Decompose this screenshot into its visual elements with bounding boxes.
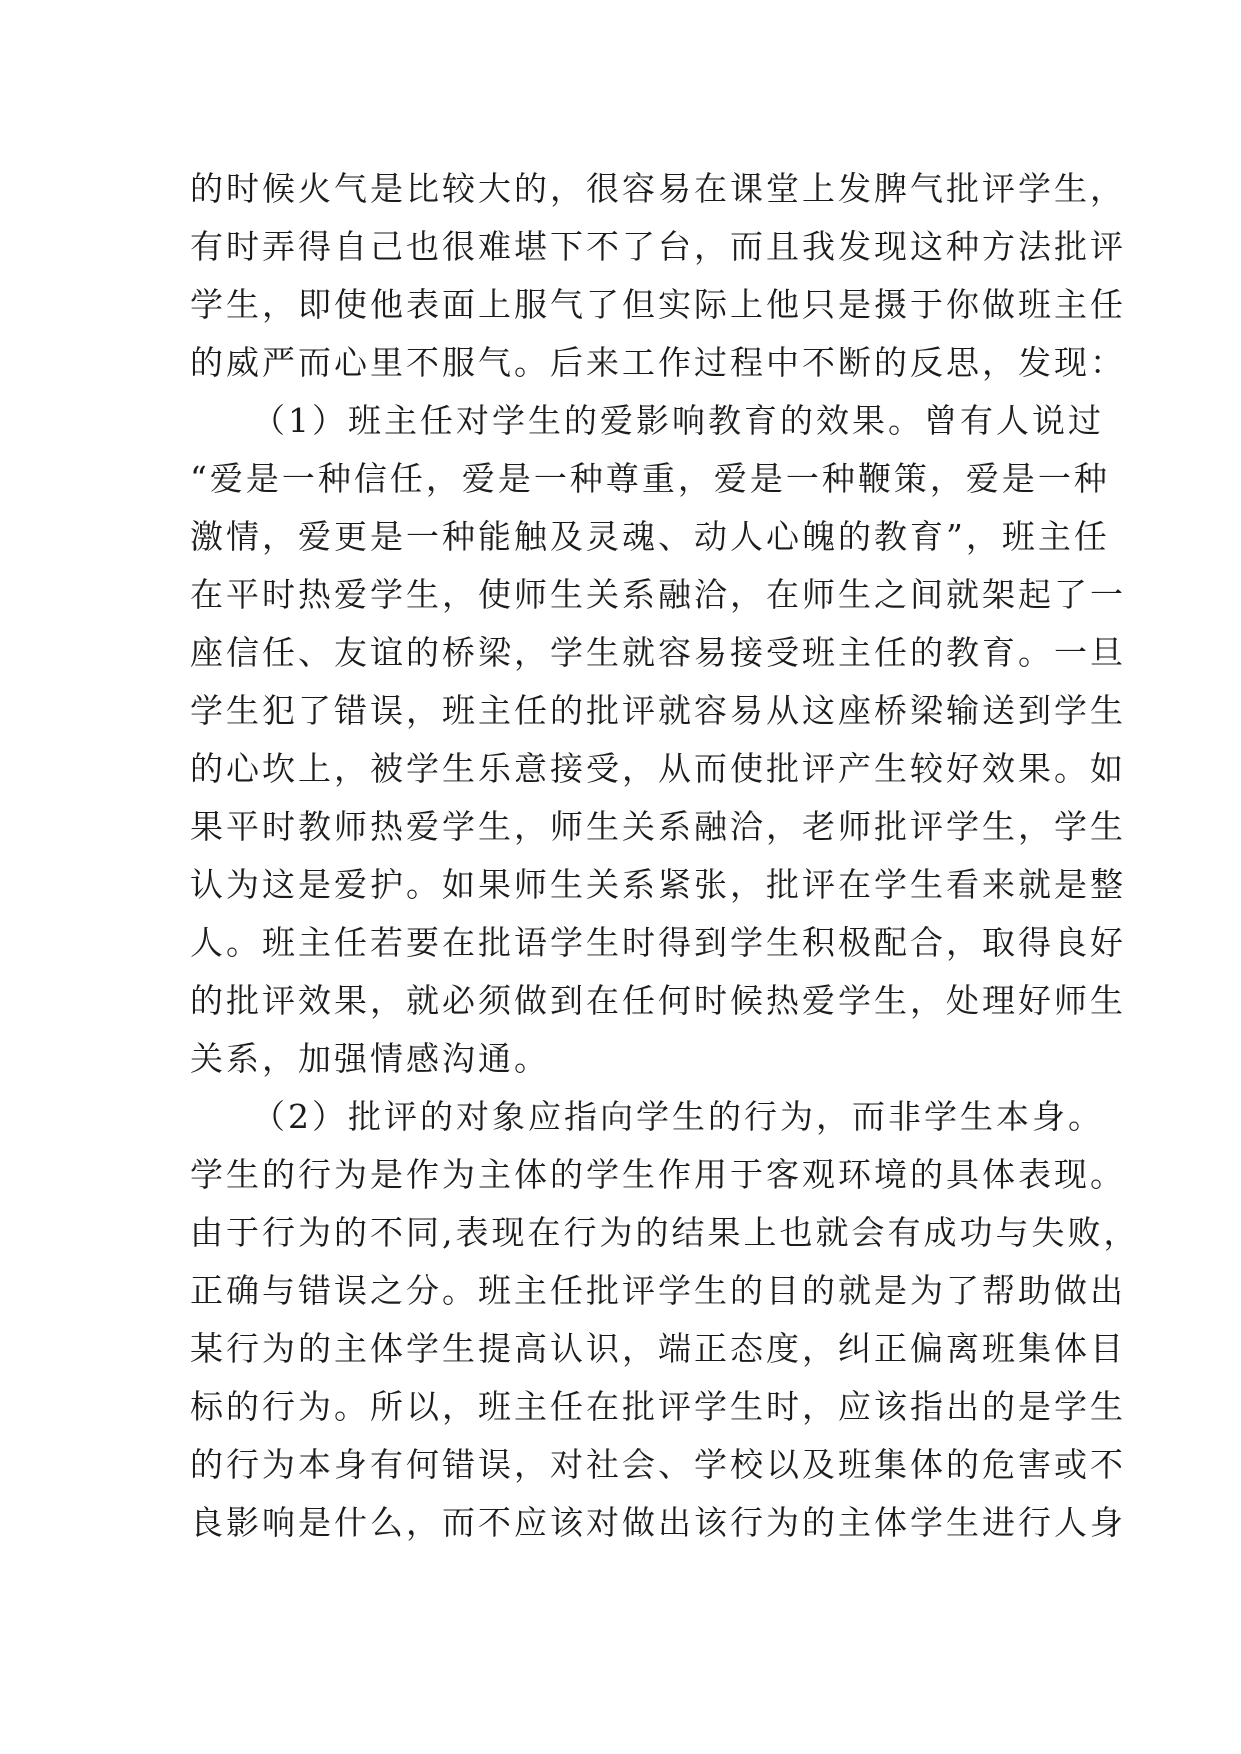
text-line: “爱是一种信任，爱是一种尊重，爱是一种鞭策，爱是一种: [190, 459, 1110, 498]
text-line: 良影响是什么，而不应该对做出该行为的主体学生进行人身: [190, 1503, 1126, 1542]
paragraph-start-line: （1）班主任对学生的爱影响教育的效果。曾有人说过: [252, 401, 1104, 440]
text-line: 学生犯了错误，班主任的批评就容易从这座桥梁输送到学生: [190, 691, 1126, 730]
text-line: 的威严而心里不服气。后来工作过程中不断的反思，发现：: [190, 343, 1126, 382]
text-line: 学生，即使他表面上服气了但实际上他只是摄于你做班主任: [190, 285, 1126, 324]
text-line: 标的行为。所以，班主任在批评学生时，应该指出的是学生: [190, 1387, 1126, 1426]
text-line: 的批评效果，就必须做到在任何时候热爱学生，处理好师生: [190, 981, 1126, 1020]
text-line: 正确与错误之分。班主任批评学生的目的就是为了帮助做出: [190, 1271, 1126, 1310]
text-line: 座信任、友谊的桥梁，学生就容易接受班主任的教育。一旦: [190, 633, 1126, 672]
paragraph-start-line: （2）批评的对象应指向学生的行为，而非学生本身。: [252, 1097, 1104, 1136]
body-text: [190, 160, 1140, 1552]
text-line: 的心坎上，被学生乐意接受，从而使批评产生较好效果。如: [190, 749, 1126, 788]
text-line: 的行为本身有何错误，对社会、学校以及班集体的危害或不: [190, 1445, 1126, 1484]
text-line: 由于行为的不同,表现在行为的结果上也就会有成功与失败，: [190, 1213, 1140, 1252]
text-line: 有时弄得自己也很难堪下不了台，而且我发现这种方法批评: [190, 227, 1126, 266]
text-line: 学生的行为是作为主体的学生作用于客观环境的具体表现。: [190, 1155, 1126, 1194]
text-line: 关系，加强情感沟通。: [190, 1039, 550, 1078]
text-line: 认为这是爱护。如果师生关系紧张，批评在学生看来就是整: [190, 865, 1126, 904]
text-line: 某行为的主体学生提高认识，端正态度，纠正偏离班集体目: [190, 1329, 1126, 1368]
text-line: 的时候火气是比较大的，很容易在课堂上发脾气批评学生，: [190, 169, 1126, 208]
text-line: 果平时教师热爱学生，师生关系融洽，老师批评学生，学生: [190, 807, 1126, 846]
text-line: 人。班主任若要在批语学生时得到学生积极配合，取得良好: [190, 923, 1126, 962]
text-line: 在平时热爱学生，使师生关系融洽，在师生之间就架起了一: [190, 575, 1126, 614]
text-line: 激情，爱更是一种能触及灵魂、动人心魄的教育”，班主任: [190, 517, 1110, 556]
